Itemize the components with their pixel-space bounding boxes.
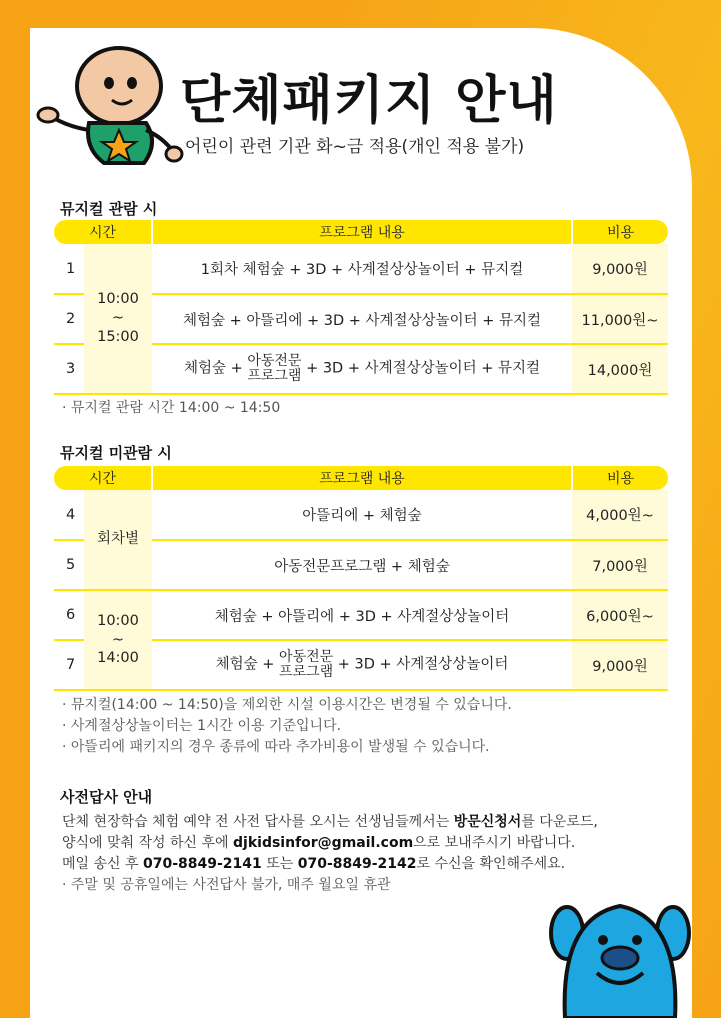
notice-card <box>30 28 692 1018</box>
table-row: 2 체험숲 + 아뜰리에 + 3D + 사계절상상놀이터 + 뮤지컬 11,000원~ <box>54 294 668 344</box>
package-table-musical <box>54 220 668 395</box>
col-cost: 비용 <box>572 220 668 244</box>
page-subtitle: 어린이 관련 기관 화~금 적용(개인 적용 불가) <box>185 137 525 157</box>
col-program: 프로그램 내용 <box>152 220 572 244</box>
table-row: 7 체험숲 + 아동전문 프로그램 + 3D + 사계절상상놀이터 9,000원 <box>54 640 668 690</box>
time-cell: 10:00 ~ 15:00 <box>84 244 152 394</box>
table-row: 1 10:00 ~ 15:00 1회차 체험숲 + 3D + 사계절상상놀이터 + 뮤지컬 9,000원 <box>54 244 668 294</box>
col-time: 시간 <box>54 220 152 244</box>
time-cell: 10:00 ~ 14:00 <box>84 590 152 690</box>
table-row: 4 회차별 아뜰리에 + 체험숲 4,000원~ <box>54 490 668 540</box>
table-header-row: 시간 프로그램 내용 비용 <box>54 466 668 490</box>
section-heading-musical: 뮤지컬 관람 시 <box>60 200 158 218</box>
note-musical-time: · 뮤지컬 관람 시간 14:00 ~ 14:50 <box>62 400 281 416</box>
kid-mascot-icon <box>34 38 184 178</box>
table-row: 6 10:00 ~ 14:00 체험숲 + 아뜰리에 + 3D + 사계절상상놀이터 6,000원~ <box>54 590 668 640</box>
package-table-no-musical <box>54 466 668 691</box>
table-row: 3 체험숲 + 아동전문 프로그램 + 3D + 사계절상상놀이터 + 뮤지컬 14,000원 <box>54 344 668 394</box>
section-heading-no-musical: 뮤지컬 미관람 시 <box>60 444 172 462</box>
table-row: 5 아동전문프로그램 + 체험숲 7,000원 <box>54 540 668 590</box>
page-title: 단체패키지 안내 <box>180 71 558 131</box>
notes-no-musical: · 뮤지컬(14:00 ~ 14:50)을 제외한 시설 이용시간은 변경될 수 있습니다. · 사계절상상놀이터는 1시간 이용 기준입니다. · 아뜰리에 패키지의 경우 종류에 따라 추가비용이 발생될 수 있습니다. <box>62 697 512 755</box>
section-heading-visit: 사전답사 안내 <box>60 788 153 806</box>
table-header-row <box>54 220 668 244</box>
dog-mascot-icon <box>545 878 692 1018</box>
visit-info-paragraph: 단체 현장학습 체험 예약 전 사전 답사를 오시는 선생님들께서는 방문신청서를 다운로드, 양식에 맞춰 작성 하신 후에 djkidsinfor@gmail.com으로 보내주시기 바랍니다. 메일 송신 후 070-8849-2141 또는 070-8849-2142로 수신을 확인해주세요. · 주말 및 공휴일에는 사전답사 불가, 매주 월요일 휴관 <box>62 814 598 893</box>
time-cell: 회차별 <box>84 490 152 590</box>
